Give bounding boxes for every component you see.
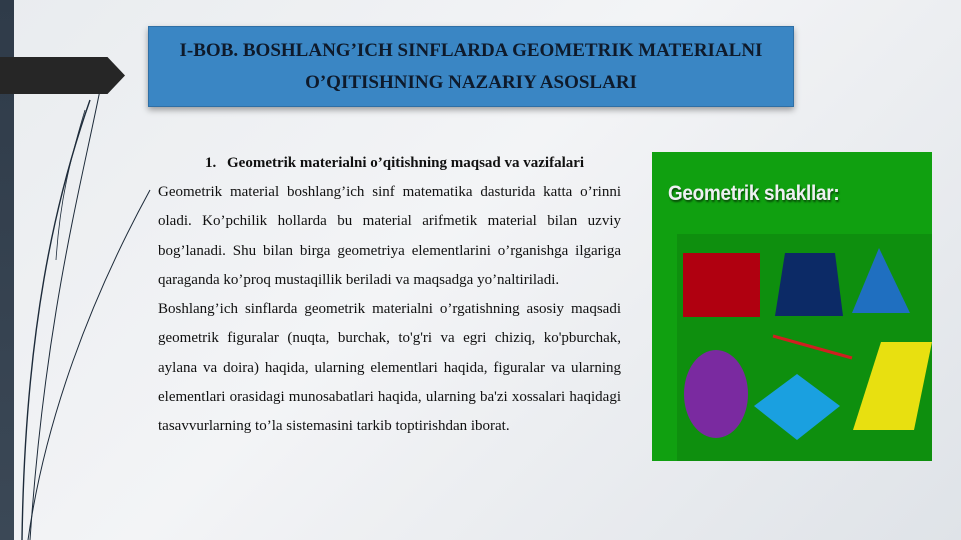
square-shape [683,253,760,317]
figure-title: Geometrik shakllar: [668,182,840,205]
slide-title-box [148,26,794,107]
section-heading [205,155,584,172]
ellipse-shape [684,350,748,438]
paragraph-2: Boshlang’ich sinflarda geometrik materialni o’rgatishning asosiy maqsadi geometrik figuralar (nuqta, burchak, to'g'ri va egri chiziq, ko'pburchak, aylana va doira) haqida, ularning elementlari haqida, figuralar va ularning elementlari orasidagi munosabatlari haqida, ularning ba'zi xossalari haqidagi tasavvurlarning to’la sistemasini tarkib toptirishdan iborat. [158,301,621,435]
body-text [158,178,621,442]
trapezoid-shape [775,253,843,316]
section-number: 1. [205,155,217,171]
section-heading-text: Geometrik materialni o’qitishning maqsad va vazifalari [227,155,585,171]
arrow-tab [0,57,125,94]
geometric-shapes-figure [652,152,932,461]
slide-title-line-2: O’QITISHNING NAZARIY ASOSLARI [305,71,637,93]
paragraph-1: Geometrik material boshlang’ich sinf matematika dasturida katta o’rinni oladi. Ko’pchilik hollarda bu material arifmetik material bilan uzviy bog’lanadi. Shu bilan birga geometriya elementlarini o’rganishga ilgariga qaraganda ko’proq mustaqillik beriladi va maqsadga yo’naltiriladi. [158,184,621,288]
slide-title-line-1: I-BOB. BOSHLANG’ICH SINFLARDA GEOMETRIK MATERIALNI [179,39,763,61]
